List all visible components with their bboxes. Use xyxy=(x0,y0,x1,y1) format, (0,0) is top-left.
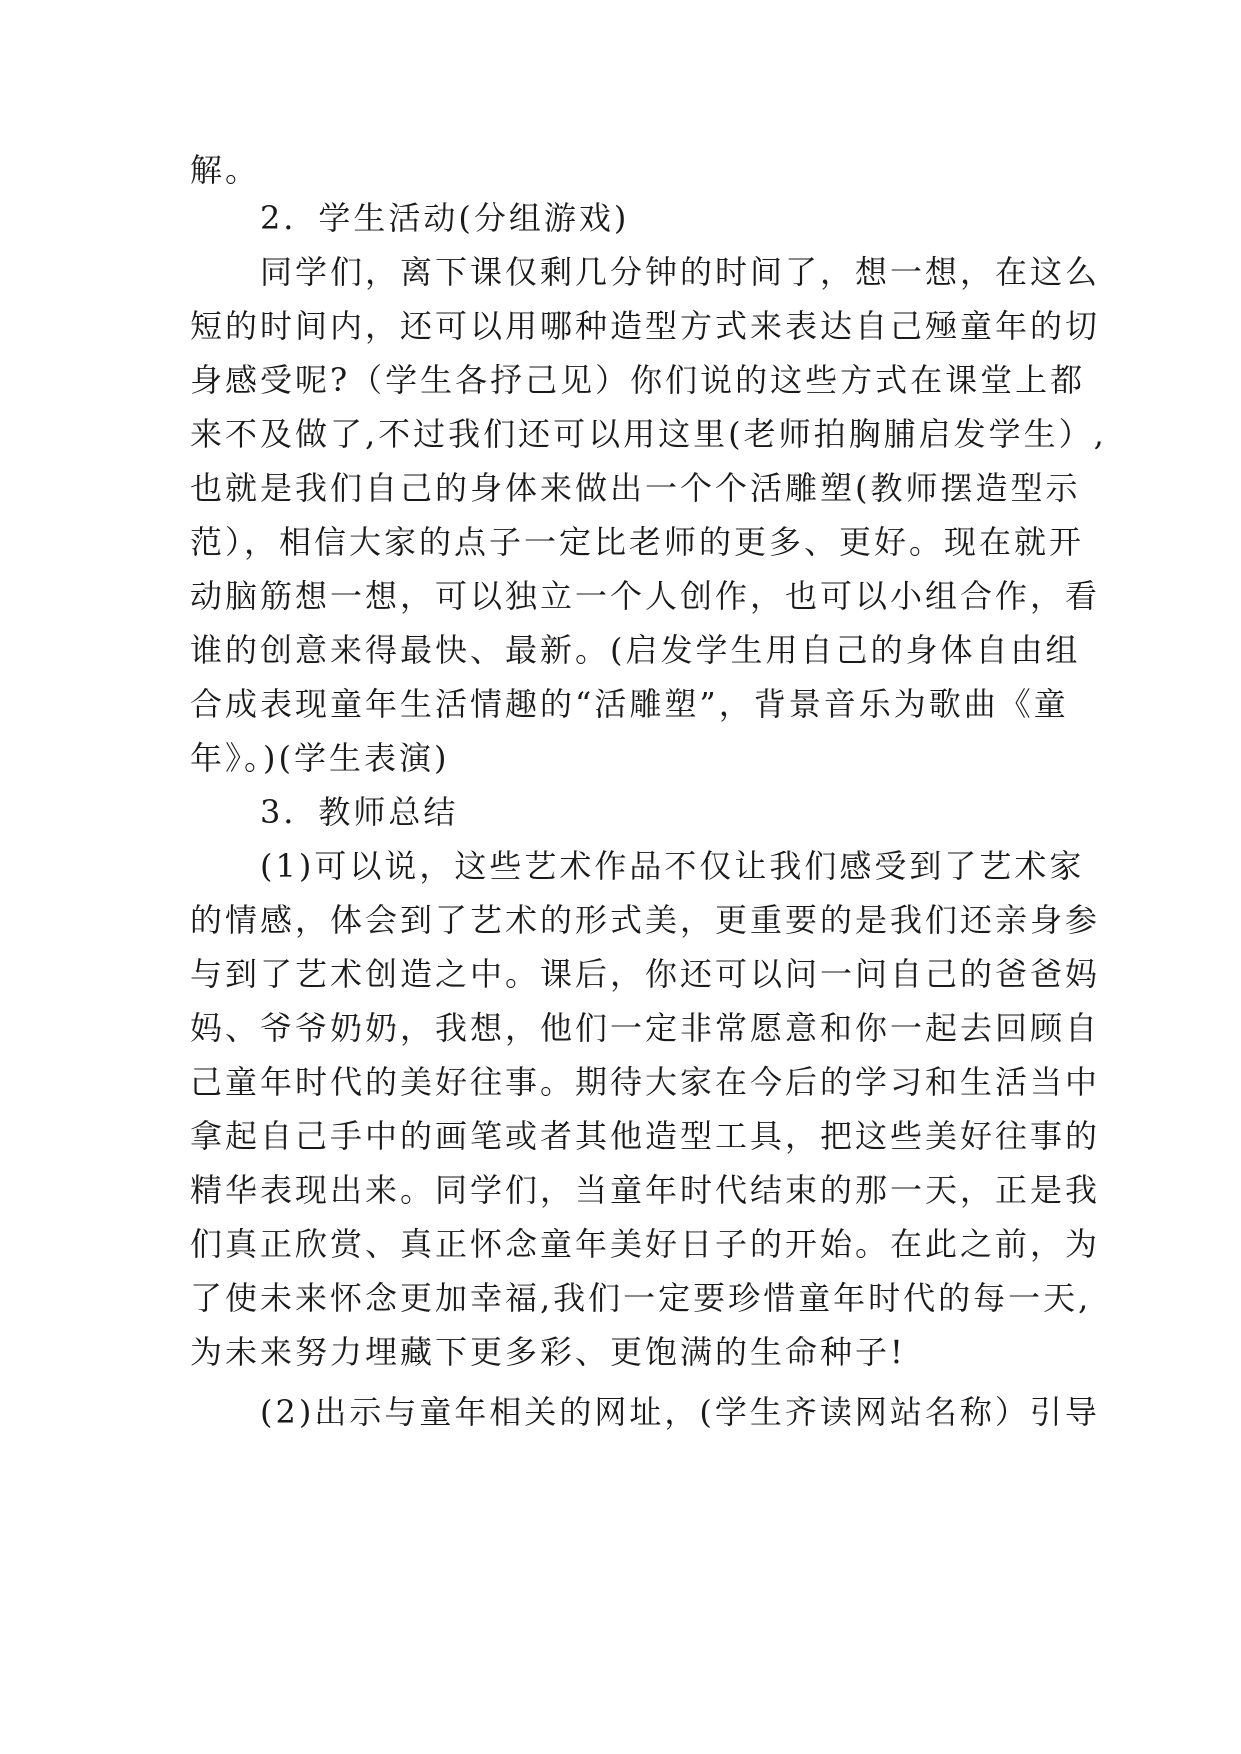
text-line: 同学们，离下课仅剩几分钟的时间了，想一想，在这么 xyxy=(190,253,1101,291)
text-line: 了使未来怀念更加幸福,我们一定要珍惜童年时代的每一天, xyxy=(190,1279,1092,1317)
text-line: 身感受呢?（学生各抒己见）你们说的这些方式在课堂上都 xyxy=(190,361,1086,399)
text-line: 的情感，体会到了艺术的形式美，更重要的是我们还亲身参 xyxy=(190,901,1101,939)
text-line: 解。 xyxy=(190,151,261,189)
text-line: 也就是我们自己的身体来做出一个个活雕塑(教师摆造型示 xyxy=(190,469,1081,507)
text-line: 为未来努力埋藏下更多彩、更饱满的生命种子! xyxy=(190,1333,906,1371)
text-line: 合成表现童年生活情趣的“活雕塑”，背景音乐为歌曲《童 xyxy=(190,685,1069,723)
text-line: 动脑筋想一想，可以独立一个人创作，也可以小组合作，看 xyxy=(190,577,1101,615)
text-line: 妈、爷爷奶奶，我想，他们一定非常愿意和你一起去回顾自 xyxy=(190,1009,1101,1047)
text-line: 们真正欣赏、真正怀念童年美好日子的开始。在此之前，为 xyxy=(190,1225,1101,1263)
text-line: (1)可以说，这些艺术作品不仅让我们感受到了艺术家 xyxy=(190,847,1085,885)
text-line: 谁的创意来得最快、最新。(启发学生用自己的身体自由组 xyxy=(190,631,1081,669)
text-line: 短的时间内，还可以用哪种造型方式来表达自己殛童年的切 xyxy=(190,307,1101,345)
text-line: 己童年时代的美好往事。期待大家在今后的学习和生活当中 xyxy=(190,1063,1101,1101)
text-line: (2)出示与童年相关的网址，(学生齐读网站名称）引导 xyxy=(190,1393,1100,1431)
text-line: 精华表现出来。同学们，当童年时代结束的那一天，正是我 xyxy=(190,1171,1101,1209)
text-line: 3．教师总结 xyxy=(190,793,459,831)
text-line: 2．学生活动(分组游戏) xyxy=(190,199,630,237)
text-line: 来不及做了,不过我们还可以用这里(老师拍胸脯启发学生）, xyxy=(190,415,1107,453)
text-line: 拿起自己手中的画笔或者其他造型工具，把这些美好往事的 xyxy=(190,1117,1101,1155)
text-line: 与到了艺术创造之中。课后，你还可以问一问自己的爸爸妈 xyxy=(190,955,1101,993)
text-line: 年》。)(学生表演) xyxy=(190,739,450,777)
text-line: 范），相信大家的点子一定比老师的更多、更好。现在就开 xyxy=(190,523,1085,561)
